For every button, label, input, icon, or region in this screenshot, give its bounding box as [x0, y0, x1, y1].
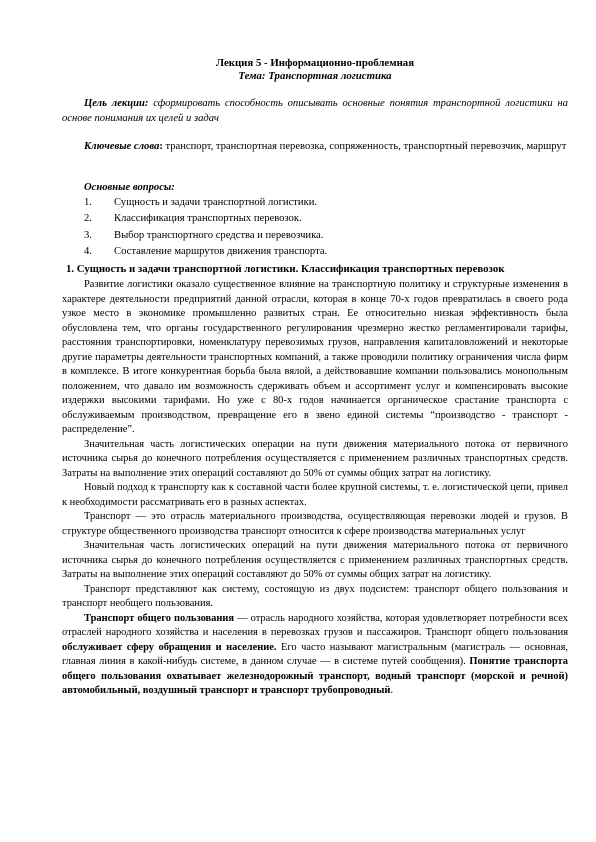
body-paragraph-public-transport: Транспорт общего пользования — отрасль народного хозяйства, которая удовлетворяет потребности всех отраслей народного хозяйства и населения в перевозках грузов и пассажиров. Транспорт общего пользования обслуживает сферу обращения и население. Его часто называют магистральным (магистраль — основная, главная линия в какой-нибудь системе, в данном случае — в системе путей сообщения). Понятие транспорта общего пользования охватывает железнодорожный транспорт, водный транспорт (морской и речной) автомобильный, воздушный транспорт и транспорт трубопроводный.	[62, 612, 568, 696]
section-heading: 1. Сущность и задачи транспортной логистики. Классификация транспортных перевозок	[66, 263, 505, 275]
questions-list	[84, 195, 544, 261]
question-item: 3. Выбор транспортного средства и перевозчика.	[84, 229, 324, 241]
question-item: 1. Сущность и задачи транспортной логистики.	[84, 197, 318, 208]
question-item: 4. Составление маршрутов движения транспорта.	[84, 246, 328, 258]
keywords-label: Ключевые слова	[84, 141, 160, 152]
body-paragraph: Транспорт представляют как систему, состоящую из двух подсистем: транспорт общего пользования и транспорт необщего пользования.	[62, 583, 568, 609]
keywords: Ключевые слова: транспорт, транспортная перевозка, сопряженность, транспортный перевозчик, маршрут	[84, 141, 567, 152]
body-paragraph: Транспорт — это отрасль материального производства, осуществляющая перевозки людей и грузов. В структуре общественного производства транспорт относится к сфере производства материальных услуг	[62, 511, 568, 537]
lecture-goal	[62, 96, 568, 127]
body-paragraph: Развитие логистики оказало существенное влияние на транспортную политику и структурные изменения в характере деятельности предприятий данной отрасли, которая в конце 70-х годов превратилась в своего рода узкое место в экономике промышленно развитых стран. Ее относительно низкая эффективность была обусловлена тем, что органы государственного регулирования чрезмерно жестко регламентировали тарифы, расстояния транспортировки, номенклатуру перевозимых грузов, направления капиталовложений и некоторые другие параметры деятельности транспортных компаний, а также проводили политику ограничения числа фирм в комплексе. В итоге конкурентная борьба была вялой, а действовавшие компании пользовались монопольным положением, что давало им возможность сдерживать объем и ассортимент услуг и компенсировать высокие издержки высокими тарифами. Но уже с 80-х годов начинается органическое срастание транспорта с обслуживаемым производством, превращение его в звено единой системы “производство - транспорт - распределение”.	[62, 279, 568, 435]
body-paragraph: Новый подход к транспорту как к составной части более крупной системы, т. е. логистической цепи, привел к необходимости рассматривать его в разных аспектах.	[62, 482, 568, 508]
lecture-topic: Тема: Транспортная логистика	[238, 70, 392, 82]
body-paragraph: Значительная часть логистических операций на пути движения материального потока от первичного источника сырья до конечного потребления осуществляется с применением различных транспортных средств. Затраты на выполнение этих операций составляют до 50% от суммы общих затрат на логистику.	[62, 540, 568, 580]
section-body	[62, 278, 568, 699]
questions-heading: Основные вопросы:	[84, 182, 175, 193]
keywords-text: транспорт, транспортная перевозка, сопряженность, транспортный перевозчик, маршрут	[162, 141, 567, 152]
lecture-title: Лекция 5 - Информационно-проблемная	[215, 57, 415, 69]
goal-label: Цель лекции:	[84, 98, 149, 109]
goal-text: сформировать способность описывать основные понятия транспортной логистики на основе понимания их целей и задач	[62, 98, 568, 125]
body-paragraph: Значительная часть логистических операции на пути движения материального потока от первичного источника сырья до конечного потребления осуществляется с применением различных транспортных средств. Затраты на выполнение этих операций составляют до 50% от суммы общих затрат на логистику.	[62, 438, 568, 479]
question-item: 2. Классификация транспортных перевозок.	[84, 213, 302, 225]
